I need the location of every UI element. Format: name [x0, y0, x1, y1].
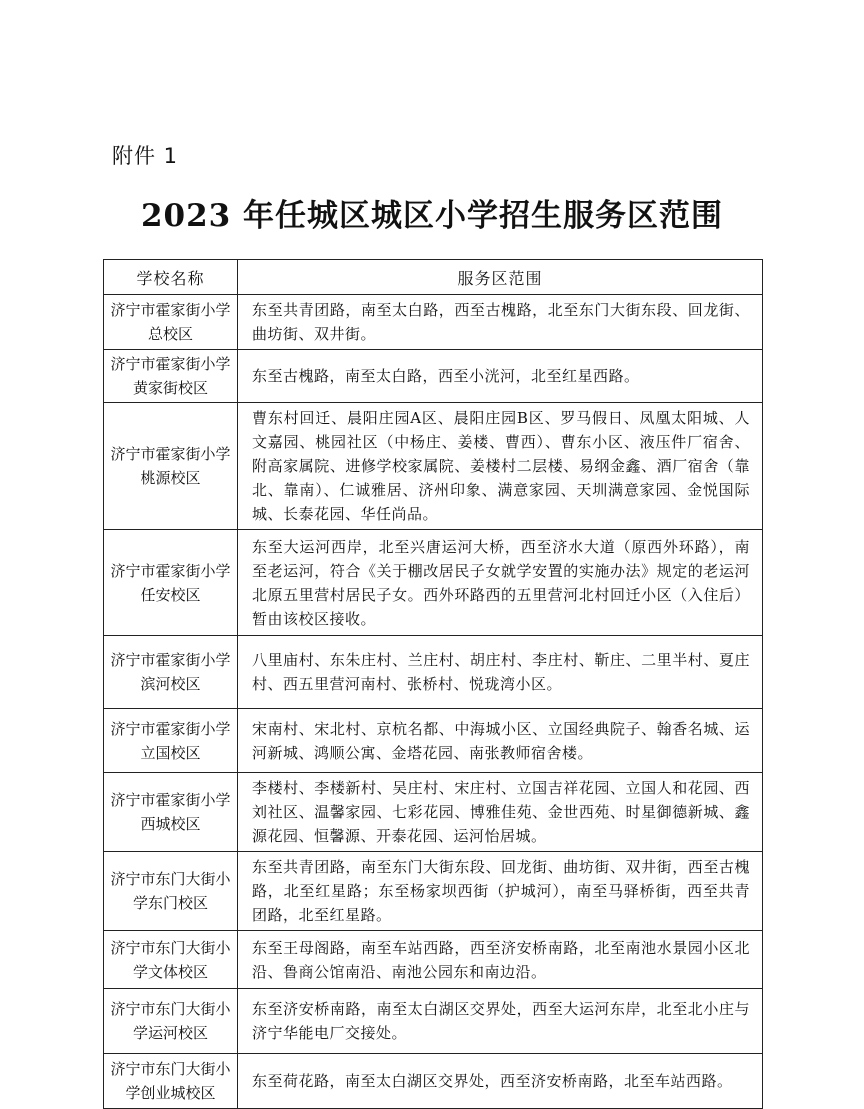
service-area-cell: 曹东村回迁、晨阳庄园A区、晨阳庄园B区、罗马假日、凤凰太阳城、人文嘉园、桃园社区（中杨庄、姜楼、曹西）、曹东小区、液压件厂宿舍、附高家属院、进修学校家属院、姜楼村二层楼、易纲金鑫、酒厂宿舍（靠北、靠南）、仁诚雅居、济州印象、满意家园、天圳满意家园、金悦国际城、长泰花园、华任尚品。 — [238, 403, 763, 530]
service-area-cell: 八里庙村、东朱庄村、兰庄村、胡庄村、李庄村、靳庄、二里半村、夏庄村、西五里营河南村、张桥村、悦珑湾小区。 — [238, 636, 763, 709]
school-name-cell: 济宁市东门大街小学东门校区 — [104, 852, 238, 931]
table-row — [104, 931, 763, 989]
service-area-cell: 东至共青团路，南至东门大街东段、回龙街、曲坊街、双井街，西至古槐路，北至红星路；东至杨家坝西街（护城河），南至马驿桥街，西至共青团路，北至红星路。 — [238, 852, 763, 931]
school-name-cell: 济宁市霍家街小学西城校区 — [104, 773, 238, 852]
service-area-cell: 东至济安桥南路，南至太白湖区交界处，西至大运河东岸，北至北小庄与济宁华能电厂交接处。 — [238, 989, 763, 1054]
service-area-cell: 东至大运河西岸，北至兴唐运河大桥，西至济水大道（原西外环路），南至老运河，符合《关于棚改居民子女就学安置的实施办法》规定的老运河北原五里营村居民子女。西外环路西的五里营河北村回迁小区（入住后）暂由该校区接收。 — [238, 530, 763, 636]
table-header-row — [104, 260, 763, 295]
service-area-table — [103, 259, 763, 1109]
school-name-cell: 济宁市霍家街小学立国校区 — [104, 709, 238, 773]
attachment-label: 附件 1 — [112, 144, 179, 168]
service-area-cell: 东至荷花路，南至太白湖区交界处，西至济安桥南路，北至车站西路。 — [238, 1054, 763, 1109]
table-row — [104, 636, 763, 709]
school-name-cell: 济宁市东门大街小学创业城校区 — [104, 1054, 238, 1109]
service-area-header: 服务区范围 — [238, 260, 763, 295]
school-name-cell: 济宁市霍家街小学桃源校区 — [104, 403, 238, 530]
school-name-cell: 济宁市霍家街小学任安校区 — [104, 530, 238, 636]
table-row — [104, 709, 763, 773]
table-row — [104, 295, 763, 350]
table-row — [104, 530, 763, 636]
table-row — [104, 773, 763, 852]
school-name-header: 学校名称 — [104, 260, 238, 295]
school-name-cell: 济宁市东门大街小学文体校区 — [104, 931, 238, 989]
service-area-cell: 宋南村、宋北村、京杭名都、中海城小区、立国经典院子、翰香名城、运河新城、鸿顺公寓、金塔花园、南张教师宿舍楼。 — [238, 709, 763, 773]
school-name-cell: 济宁市霍家街小学滨河校区 — [104, 636, 238, 709]
service-area-cell: 李楼村、李楼新村、吴庄村、宋庄村、立国吉祥花园、立国人和花园、西刘社区、温馨家园、七彩花园、博雅佳苑、金世西苑、时星御德新城、鑫源花园、恒馨源、开泰花园、运河怡居城。 — [238, 773, 763, 852]
table-row — [104, 350, 763, 403]
table-row — [104, 403, 763, 530]
school-name-cell: 济宁市霍家街小学黄家街校区 — [104, 350, 238, 403]
school-name-cell: 济宁市东门大街小学运河校区 — [104, 989, 238, 1054]
school-name-cell: 济宁市霍家街小学总校区 — [104, 295, 238, 350]
table-row — [104, 852, 763, 931]
document-title: 2023 年任城区城区小学招生服务区范围 — [140, 198, 724, 234]
service-area-cell: 东至古槐路，南至太白路，西至小洸河，北至红星西路。 — [238, 350, 763, 403]
table-row — [104, 989, 763, 1054]
table-row — [104, 1054, 763, 1109]
service-area-cell: 东至王母阁路，南至车站西路，西至济安桥南路，北至南池水景园小区北沿、鲁商公馆南沿、南池公园东和南边沿。 — [238, 931, 763, 989]
service-area-cell: 东至共青团路，南至太白路，西至古槐路，北至东门大街东段、回龙街、曲坊街、双井街。 — [238, 295, 763, 350]
